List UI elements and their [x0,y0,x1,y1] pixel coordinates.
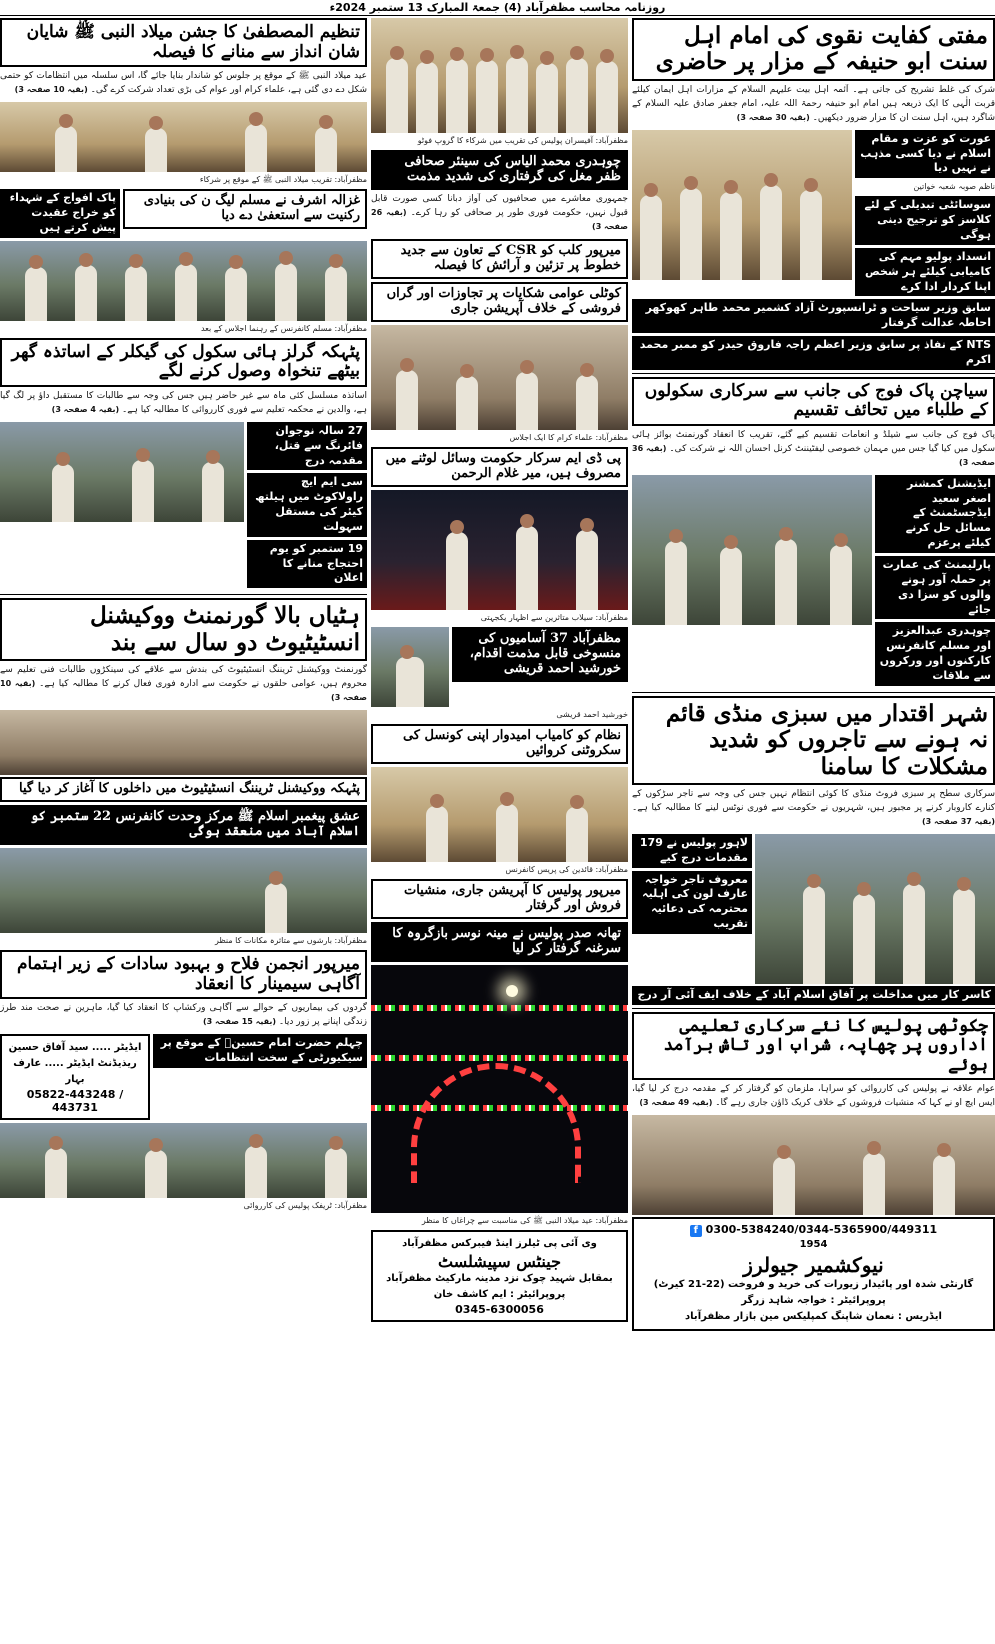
subhead: 27 سالہ نوجوان فائرنگ سے قتل، مقدمہ درج [247,422,367,471]
headline-milad-celebration: تنظیم المصطفیٰ کا جشن میلاد النبی ﷺ شایان شان انداز سے منانے کا فیصلہ [0,18,367,67]
column-right [632,18,995,1642]
photo-illumination [371,965,628,1213]
story-body: اساتذہ مسلسل کئی ماہ سے غیر حاضر ہیں جس کی وجہ سے طالبات کا مستقبل داؤ پر لگ گیا ہے، والدین نے محکمہ تعلیم سے فوری کارروائی کا مطالبہ کیا ہے۔ (بقیہ 4 صفحہ 3) [0,390,367,415]
headline-girls-school: پٹہکہ گرلز ہائی سکول کی گیکلر کے اساتذہ گھر بیٹھے تنخواہ وصول کرنے لگے [0,338,367,387]
photo-caption: مظفرآباد: تقریب میلاد النبی ﷺ کے موقع پر شرکاء [199,174,367,184]
headline-ilyas-condemnation: چوہدری محمد الیاس کی سینئر صحافی ظفر مغل کی گرفتاری کی شدید مذمت [371,150,628,190]
story-body: شرک کی غلط تشریح کی جاتی ہے۔ آئمہ اہل بیت علیہم السلام کے مزارات اہل ایمان کیلئے قربت الٰہی کا ایک ذریعہ ہیں امام ابو حنیفہ رحمۃ اللہ علیہ، امام جعفر صادق علیہ السلام کے شاگرد ہیں، اہل سنت ان کا مزار ضرور دیکھیں۔ (بقیہ 30 صفحہ 3) [632,84,995,123]
headline-mirpur-police: میرپور پولیس کا آپریشن جاری، منشیات فروش اور گرفتار [371,879,628,919]
headline-vocational-institute: ہٹیاں بالا گورنمنٹ ووکیشنل انسٹیٹیوٹ دو سال سے بند [0,598,367,661]
photo-caption: مظفرآباد: مسلم کانفرنس کے رہنما اجلاس کے بعد [200,323,367,333]
subhead: پاک افواج کے شہداء کو خراج عقیدت پیش کرتے ہیں [0,189,120,238]
subhead: ایڈیشنل کمشنر اصغر سعید ایڈجسٹمنٹ کے مسائل حل کرنے کیلئے پرعزم [875,475,995,553]
facebook-icon: f [690,1225,702,1237]
subhead: چہلم حضرت امام حسینؓ کے موقع پر سیکیورٹی کے سخت انتظامات [153,1034,367,1068]
headline-sadar-police: تھانہ صدر پولیس نے مینہ نوسر بازگروہ کا سرغنہ گرفتار کر لیا [371,922,628,962]
ad-vip-tailors: وی آئی پی ٹیلرز اینڈ فیبرکس مظفرآباد جینٹس سپیشلسٹ بمقابل شہید چوک نزد مدینہ مارکیٹ مظفرآباد پروپرائیٹر : ایم کاشف خان 0345-6300056 [371,1230,628,1322]
byline: ناظم صوبہ شعبہ خواتین [913,182,995,192]
photo-caption: مظفرآباد: سیلاب متاثرین سے اظہار یکجہتی [480,612,628,622]
photo-flood-solidarity [371,490,628,610]
story-body: سرکاری سطح پر سبزی فروٹ منڈی کا کوئی انتظام نہیں جس کی وجہ سے تاجر سڑکوں کے کنارے کاروبار کرنے پر مجبور ہیں، شہریوں نے حکومت سے فوری نوٹس لینے کا مطالبہ کیا ہے۔ (بقیہ 37 صفحہ 3) [632,789,995,826]
story-body: عید میلاد النبی ﷺ کے موقع پر جلوس کو شاندار بنایا جائے گا، اس سلسلہ میں انتظامات کو حتمی شکل دے دی گئی ہے، علماء کرام اور عوام کی بڑی تعداد شرکت کرے گی۔ (بقیہ 10 صفحہ 3) [0,71,367,96]
column-left [0,18,367,1642]
photo-caption: مظفرآباد: قائدین کی پریس کانفرنس [505,864,628,874]
headline-scrutiny: نظام کو کامیاب امیدوار اپنی کونسل کی سکروٹنی کروائیں [371,724,628,764]
photo-group-police [371,18,628,133]
headline-kotli-operation: کوٹلی عوامی شکایات پر تجاوزات اور گراں فروشی کے خلاف آپریشن جاری [371,282,628,322]
photo-caption: مظفرآباد: بارشوں سے متاثرہ مکانات کا منظر [214,935,367,945]
photo-caption: مظفرآباد: عید میلاد النبی ﷺ کی مناسبت سے چراغاں کا منظر [421,1215,628,1225]
subhead: معروف تاجر خواجہ عارف لون کی اہلیہ محترمہ کی دعائیہ تقریب [632,871,752,934]
headline-ghazala-ashraf: غزالہ اشرف نے مسلم لیگ ن کی بنیادی رکنیت سے استعفیٰ دے دیا [123,189,367,229]
photo-milad-event [0,102,367,172]
subhead: سوسائٹی تبدیلی کے لئے کلاسز کو ترجیح دینی ہوگی [855,196,995,245]
caption-tahir-khokhar: سابق وزیر سیاحت و ٹرانسپورٹ آزاد کشمیر محمد طاہر کھوکھر احاطہ عدالت گرفتار [632,299,995,333]
headline-mirpur-club: میرپور کلب کو CSR کے تعاون سے جدید خطوط پر تزئین و آرائش کا فیصلہ [371,239,628,279]
obituary-name: خورشید احمد قریشی [556,709,628,719]
photo-caption: مظفرآباد: ٹریفک پولیس کی کارروائی [243,1200,367,1210]
headline-chakothi-police: چکوٹھی پولیس کا نئے سرکاری تعلیمی اداروں پر چھاپہ، شراب اور تاش برآمد ہوئے [632,1012,995,1081]
photo-ulema-meeting [371,325,628,430]
story-body: پاک فوج کی جانب سے شیلڈ و انعامات تقسیم کیے گئے، تقریب کا انعقاد گورنمنٹ بوائز ہائی سکول میں کیا گیا جس میں مہمان خصوصی لیفٹیننٹ کرنل احسان اللہ نے شرکت کی۔ (بقیہ 36 صفحہ 3) [632,429,995,467]
photo-traffic-police [0,1123,367,1198]
headline-pdm-govt: پی ڈی ایم سرکار حکومت وسائل لوٹنے میں مصروف ہیں، میر غلام الرحمن [371,447,628,487]
headline-37-posts: مظفرآباد 37 آسامیوں کی منسوخی قابل مذمت اقدام، خورشید احمد قریشی [452,627,628,682]
subhead: انسداد پولیو مہم کی کامیابی کیلئے ہر شخص اپنا کردار ادا کرے [855,248,995,297]
photo-portrait [371,627,449,707]
masthead-dateline: روزنامہ محاسب مظفرآباد (4) جمعۃ المبارک 13 ستمبر 2024ء [0,0,995,16]
ad-editor-box: ایڈیٹر ..... سید آفاق حسین ریذیڈنٹ ایڈیٹر ..... عارف بہار 05822-443248 / 443731 [0,1034,150,1120]
photo-caption: مظفرآباد: آفیسران پولیس کی تقریب میں شرکاء کا گروپ فوٹو [417,136,628,145]
subhead: عورت کو عزت و مقام اسلام نے دیا کسی مذہب نے نہیں دیا [855,130,995,179]
story-body: گردوں کی بیماریوں کے حوالے سے آگاہی ورکشاپ کا انعقاد کیا گیا، ماہرین نے صحت مند طرز زندگی اپنانے پر زور دیا۔ (بقیہ 15 صفحہ 3) [0,1003,367,1027]
headline-vegetable-market: شہر اقتدار میں سبزی منڈی قائم نہ ہونے سے تاجروں کو شدید مشکلات کا سامنا [632,696,995,785]
photo-victory-signs [755,834,995,984]
photo-handover [632,130,852,280]
subhead: سی ایم ایچ راولاکوٹ میں ہیلتھ کیئر کی مستقل سہولت [247,473,367,536]
photo-office-meeting [632,1115,995,1215]
headline-army-gifts: سیاچن پاک فوج کی جانب سے سرکاری سکولوں کے طلباء میں تحائف تقسیم [632,377,995,426]
subhead: لاہور پولیس نے 179 مقدمات درج کیے [632,834,752,868]
story-body: عوام علاقہ نے پولیس کی کارروائی کو سراہا، ملزمان کو گرفتار کر کے مقدمہ درج کر لیا گیا، ایس ایچ او نے کہا کہ منشیات فروشوں کے خلاف کریک ڈاؤن جاری رہے گا۔ (بقیہ 49 صفحہ 3) [632,1084,995,1109]
photo-caption: مظفرآباد: علماء کرام کا ایک اجلاس [509,432,628,442]
story-body: جمہوری معاشرے میں صحافیوں کی آواز دبانا کسی صورت قابل قبول نہیں، حکومت فوری طور پر صحافی کو رہا کرے۔ (بقیہ 26 صفحہ 3) [371,194,628,231]
headline-mufti-kifayat: مفتی کفایت نقوی کی امام اہل سنت ابو حنیفہ کے مزار پر حاضری [632,18,995,81]
ad-new-kashmir-jewellers: f 0300-5384240/0344-5365900/449311 1954 نیوکشمیر جیولرز گارنٹی شدہ اور پائیدار زیورات کی خرید و فروخت (22-21 کیرٹ) پروپرائیٹر : خواجہ شاہد زرگر ایڈریس : نعمان شاپنگ کمپلیکس مین بازار مظفرآباد [632,1217,995,1331]
photo-damaged-houses [0,848,367,933]
subhead: چوہدری عبدالعزیز اور مسلم کانفرنس کارکنوں اور ورکروں سے ملاقات [875,622,995,685]
subhead: کاسر کار میں مداخلت پر آفاق اسلام آباد کے خلاف ایف آئی آر درج [632,986,995,1005]
photo-institute-rooms [0,710,367,775]
photo-dua [632,475,872,625]
headline-mirpur-seminar: میرپور انجمن فلاح و بہبود سادات کے زیر اہتمام آگاہی سیمینار کا انعقاد [0,950,367,999]
headline-admissions: پٹہکہ ووکیشنل ٹریننگ انسٹیٹیوٹ میں داخلوں کا آغاز کر دیا گیا [0,777,367,802]
subhead: 19 ستمبر کو یوم احتجاج منانے کا اعلان [247,540,367,589]
story-body: گورنمنٹ ووکیشنل ٹریننگ انسٹیٹیوٹ کی بندش سے علاقے کی سینکڑوں طالبات فنی تعلیم سے محروم ہیں، عوامی حلقوں نے حکومت سے ادارہ فوری فعال کرنے کا مطالبہ کیا ہے۔ (بقیہ 10 صفحہ 3) [0,665,367,703]
subhead: NTS کے نفاذ پر سابق وزیر اعظم راجہ فاروق حیدر کو ممبر محمد اکرم [632,336,995,370]
headline-wahdat-conference: عشق پیغمبر اسلام ﷺ مرکز وحدت کانفرنس 22 ستمبر کو اسلام آباد میں منعقد ہوگی [0,805,367,845]
photo-prayer [0,422,244,522]
subhead: پارلیمنٹ کی عمارت پر حملہ آور ہونے والوں کو سزا دی جائے [875,556,995,619]
photo-group-leaders [0,241,367,321]
column-middle [371,18,628,1642]
photo-press-conference [371,767,628,862]
